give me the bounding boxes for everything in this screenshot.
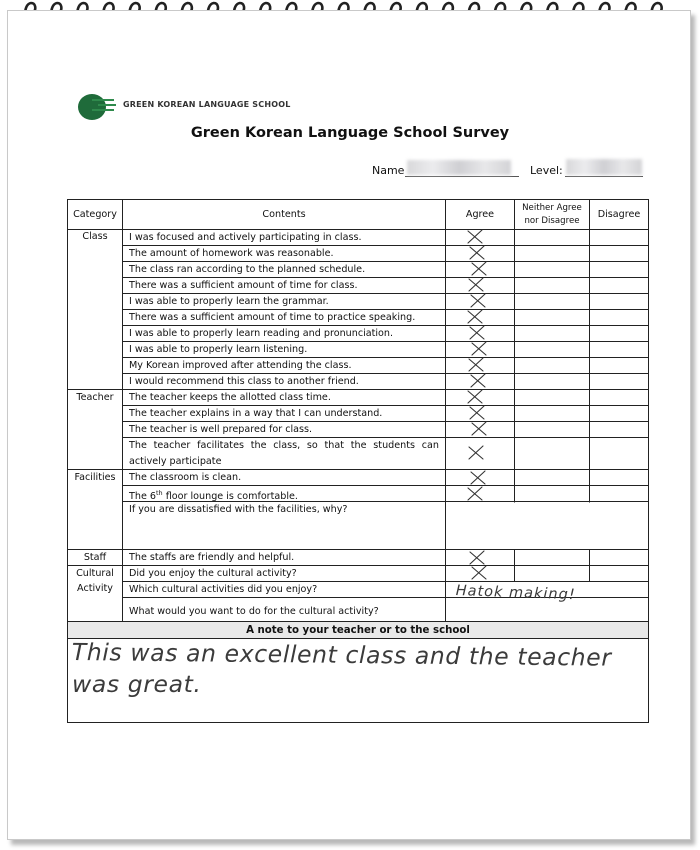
agree-checkmark (472, 566, 486, 579)
agree-checkmark (469, 358, 483, 371)
agree-checkmark (469, 278, 483, 291)
teacher-item-4-cont: actively participate (129, 456, 222, 467)
header-neither-line1: Neither Agree (522, 203, 582, 213)
class-item-5: I was able to properly learn the grammar. (129, 296, 329, 307)
agree-checkmark (472, 262, 486, 275)
category-teacher: Teacher (76, 392, 114, 403)
agree-checkmark (470, 326, 484, 339)
agree-checkmark (469, 446, 483, 459)
header-contents: Contents (262, 209, 306, 220)
header-neither-line2: nor Disagree (524, 216, 580, 226)
teacher-item-2: The teacher explains in a way that I can understand. (129, 408, 383, 419)
agree-checkmark (468, 390, 482, 403)
teacher-item-1: The teacher keeps the allotted class time. (129, 392, 331, 403)
level-label: Level: (530, 164, 563, 177)
handwritten-cultural-answer: Hatok making! (455, 583, 576, 604)
facilities-item-2: The 6th floor lounge is comfortable. (129, 489, 298, 503)
page-title: Green Korean Language School Survey (190, 125, 510, 141)
agree-checkmark (470, 551, 484, 564)
agree-checkmark (468, 310, 482, 323)
agree-checkmark (471, 374, 485, 387)
class-item-6: There was a sufficient amount of time to practice speaking. (129, 312, 416, 323)
agree-checkmark (470, 246, 484, 259)
school-name: GREEN KOREAN LANGUAGE SCHOOL (123, 100, 291, 109)
class-item-2: The amount of homework was reasonable. (129, 248, 334, 259)
category-class: Class (82, 231, 108, 242)
header-category: Category (73, 209, 117, 220)
cultural-item-2: Which cultural activities did you enjoy? (129, 584, 318, 595)
handwritten-note-line-2: was great. (72, 670, 202, 698)
cultural-item-3: What would you want to do for the cultural activity? (129, 606, 379, 617)
teacher-item-4: The teacher facilitates the class, so that the students can (129, 440, 439, 451)
class-item-1: I was focused and actively participating in class. (129, 232, 362, 243)
facilities-question: If you are dissatisfied with the facilities, why? (129, 504, 348, 515)
facilities-item-1: The classroom is clean. (129, 472, 242, 483)
staff-item-1: The staffs are friendly and helpful. (129, 552, 295, 563)
class-item-3: The class ran according to the planned schedule. (129, 264, 366, 275)
header-disagree: Disagree (597, 209, 641, 220)
category-staff: Staff (83, 552, 107, 563)
handwritten-note-line-1: This was an excellent class and the teacher (71, 638, 612, 672)
category-cultural-line1: Cultural (76, 568, 114, 579)
class-item-10: I would recommend this class to another friend. (129, 376, 359, 387)
agree-checkmark (468, 230, 482, 243)
name-label: Name (372, 164, 405, 177)
agree-checkmark (471, 471, 485, 484)
class-item-4: There was a sufficient amount of time for class. (129, 280, 358, 291)
header-agree: Agree (465, 209, 495, 220)
category-facilities: Facilities (74, 472, 116, 483)
agree-checkmark (471, 294, 485, 307)
note-section-title: A note to your teacher or to the school (246, 625, 470, 636)
agree-checkmark (472, 342, 486, 355)
class-item-8: I was able to properly learn listening. (129, 344, 308, 355)
cultural-item-1: Did you enjoy the cultural activity? (129, 568, 297, 579)
agree-checkmark (470, 406, 484, 419)
agree-checkmark (472, 422, 486, 435)
class-item-7: I was able to properly learn reading and pronunciation. (129, 328, 394, 339)
teacher-item-3: The teacher is well prepared for class. (129, 424, 313, 435)
agree-checkmark (468, 487, 482, 500)
category-cultural-line2: Activity (77, 583, 113, 594)
class-item-9: My Korean improved after attending the class. (129, 360, 352, 371)
